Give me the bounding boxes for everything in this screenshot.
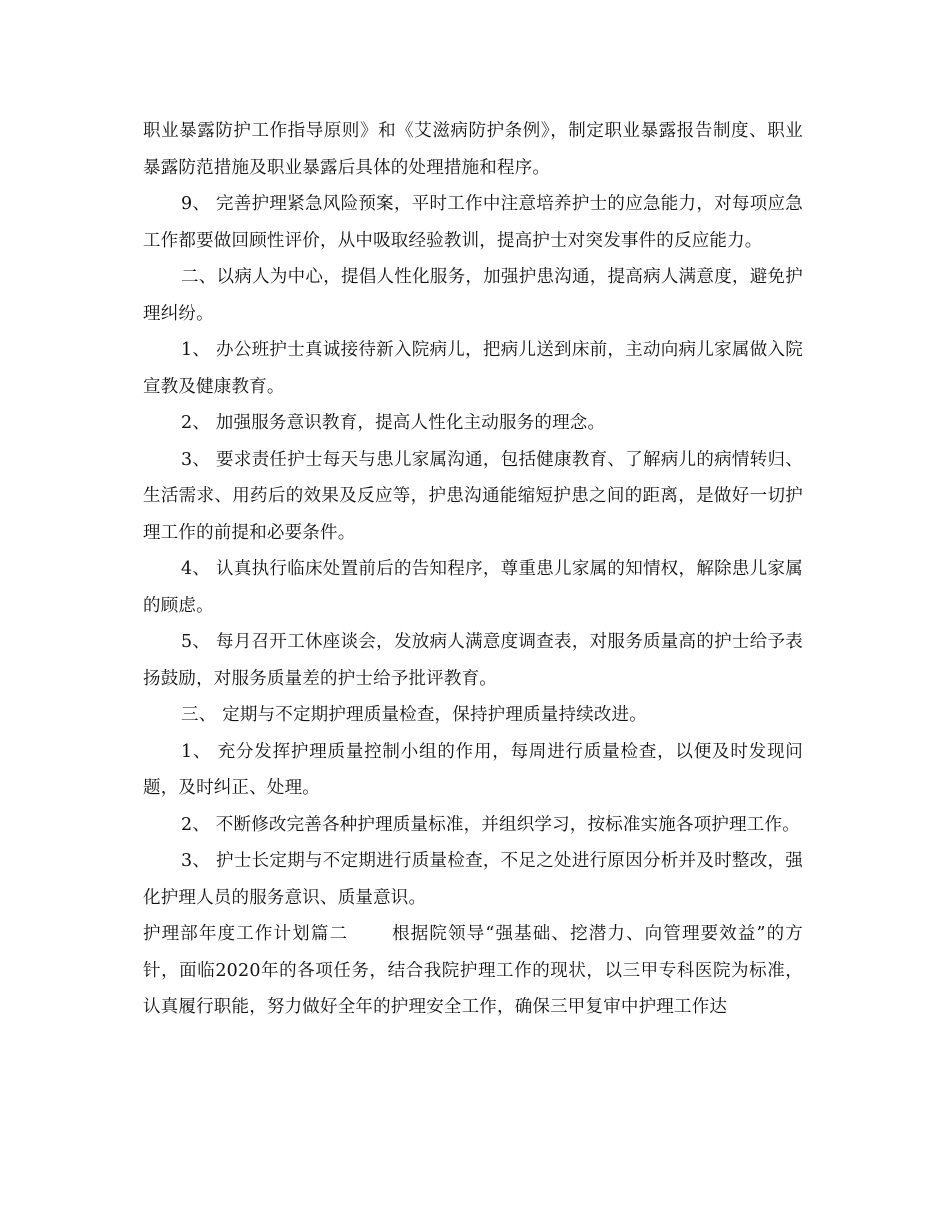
paragraph-plan-part-two: 护理部年度工作计划篇二 根据院领导“强基础、挖潜力、向管理要效益”的方针，面临2020年的各项任务，结合我院护理工作的现状，以三甲专科医院为标准，认真履行职能，努力做好全年的护理安全工作，确保三甲复审中护理工作达 bbox=[143, 924, 803, 1017]
paragraph-item-2-service-awareness: 2、 加强服务意识教育，提高人性化主动服务的理念。 bbox=[181, 413, 606, 433]
paragraph-item-1-admission: 1、 办公班护士真诚接待新入院病儿，把病儿送到床前，主动向病儿家属做入院宣教及健康教育。 bbox=[143, 340, 803, 397]
section-heading-3-quality-check: 三、 定期与不定期护理质量检查，保持护理质量持续改进。 bbox=[181, 705, 647, 725]
section-heading-2-patient-centered: 二、以病人为中心，提倡人性化服务，加强护患沟通，提高病人满意度，避免护理纠纷。 bbox=[143, 267, 803, 324]
paragraph-item-3-head-nurse-inspection: 3、 护士长定期与不定期进行质量检查，不足之处进行原因分析并及时整改，强化护理人员的服务意识、质量意识。 bbox=[143, 851, 803, 908]
paragraph-item-1-quality-control-group: 1、 充分发挥护理质量控制小组的作用，每周进行质量检查，以便及时发现问题，及时纠正、处理。 bbox=[143, 741, 803, 798]
paragraph-item-3-communication: 3、 要求责任护士每天与患儿家属沟通，包括健康教育、了解病儿的病情转归、生活需求、用药后的效果及反应等，护患沟通能缩短护患之间的距离，是做好一切护理工作的前提和必要条件。 bbox=[143, 449, 803, 543]
paragraph-occupational-exposure: 职业暴露防护工作指导原则》和《艾滋病防护条例》，制定职业暴露报告制度、职业暴露防范措施及职业暴露后具体的处理措施和程序。 bbox=[143, 121, 803, 178]
paragraph-item-5-satisfaction-survey: 5、 每月召开工休座谈会，发放病人满意度调查表，对服务质量高的护士给予表扬鼓励，对服务质量差的护士给予批评教育。 bbox=[143, 632, 803, 689]
paragraph-item-4-informed-consent: 4、 认真执行临床处置前后的告知程序，尊重患儿家属的知情权，解除患儿家属的顾虑。 bbox=[143, 559, 803, 616]
paragraph-item-9-emergency-plan: 9、 完善护理紧急风险预案，平时工作中注意培养护士的应急能力，对每项应急工作都要做回顾性评价，从中吸取经验教训，提高护士对突发事件的反应能力。 bbox=[143, 194, 803, 251]
paragraph-item-2-quality-standards: 2、 不断修改完善各种护理质量标准，并组织学习，按标准实施各项护理工作。 bbox=[181, 814, 800, 835]
document-body bbox=[143, 113, 803, 1026]
